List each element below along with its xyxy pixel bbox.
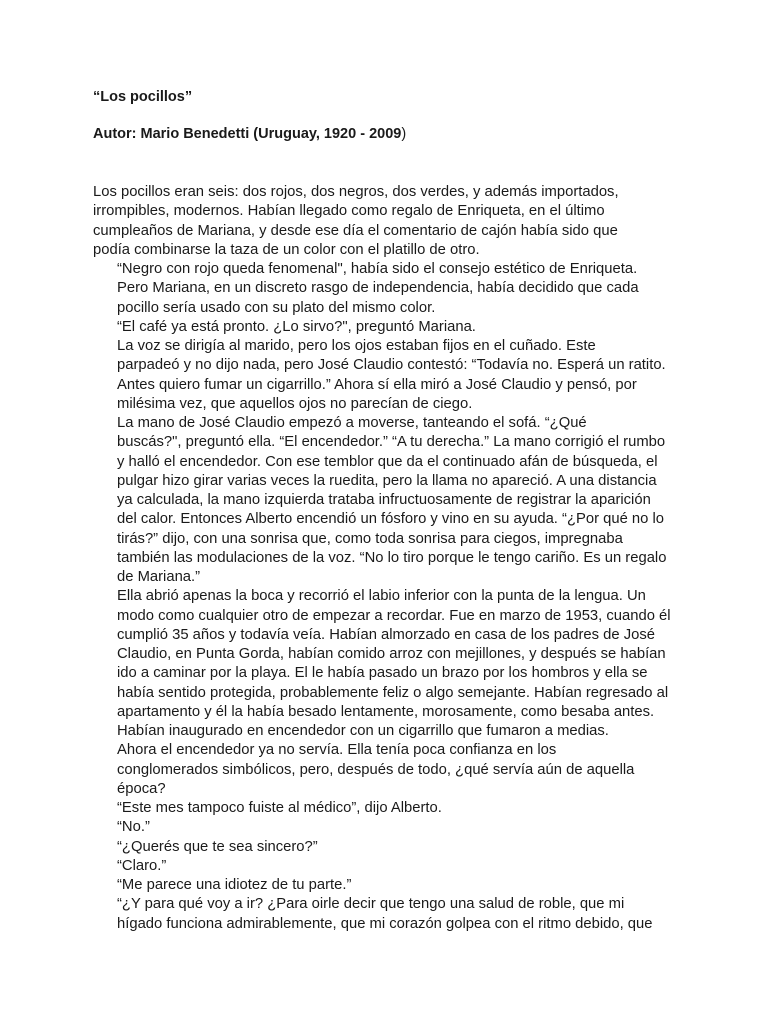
paragraph-line: pocillo sería usado con su plato del mismo color.	[117, 299, 436, 316]
paragraph-line: “¿Y para qué voy a ir? ¿Para oirle decir que tengo una salud de roble, que mi	[117, 896, 625, 913]
paragraph-line: La mano de José Claudio empezó a moverse, tanteando el sofá. “¿Qué	[117, 415, 587, 431]
paragraph-line: “Me parece una idiotez de tu parte.”	[117, 877, 352, 893]
paragraph	[93, 838, 683, 857]
paragraph	[93, 279, 683, 318]
paragraph-line: época?	[117, 780, 166, 797]
paragraph-line: ido a caminar por la playa. El le había pasado un brazo por los hombros y ella se	[117, 665, 648, 682]
paragraph	[93, 183, 683, 260]
paragraph-line: parpadeó y no dijo nada, pero José Claudio contestó: “Todavía no. Esperá un ratito.	[117, 357, 666, 374]
paragraph-line: conglomerados simbólicos, pero, después de todo, ¿qué servía aún de aquella	[117, 761, 635, 778]
paragraph-line: apartamento y él la había besado lentamente, morosamente, como besaba antes.	[117, 703, 655, 720]
paragraph-line: había sentido protegida, probablemente feliz o algo semejante. Habían regresado al	[117, 684, 669, 701]
paragraph-line: “No.”	[117, 819, 150, 836]
paragraph-line: también las modulaciones de la voz. “No lo tiro porque le tengo cariño. Es un regalo	[117, 549, 667, 566]
paragraph-line: irrompibles, modernos. Habían llegado como regalo de Enriqueta, en el último	[93, 203, 605, 220]
author-line	[93, 125, 683, 144]
paragraph-line: pulgar hizo girar varias veces la ruedita, pero la llama no apareció. A una distancia	[117, 472, 657, 489]
paragraph	[93, 799, 683, 818]
paragraph-line: Ahora el encendedor ya no servía. Ella tenía poca confianza en los	[117, 742, 557, 759]
paragraph-line: “¿Querés que te sea sincero?”	[117, 838, 318, 855]
paragraph-line: buscás?", preguntó ella. “El encendedor.” “A tu derecha.” La mano corrigió el rumbo	[117, 434, 666, 451]
paragraph	[93, 587, 683, 741]
paragraph	[93, 318, 683, 337]
paragraph-line: podía combinarse la taza de un color con el platillo de otro.	[93, 241, 480, 258]
paragraph-line: Habían inaugurado en encendedor con un cigarrillo que fumaron a medias.	[117, 723, 609, 739]
paragraph-line: “Claro.”	[117, 857, 167, 874]
paragraph	[93, 260, 683, 279]
paragraph-line: cumpleaños de Mariana, y desde ese día el comentario de cajón había sido que	[93, 222, 618, 239]
paragraph-line: “Este mes tampoco fuiste al médico”, dijo Alberto.	[117, 800, 442, 816]
paragraph-line: La voz se dirigía al marido, pero los ojos estaban fijos en el cuñado. Este	[117, 338, 596, 354]
paragraph	[93, 337, 683, 414]
paragraph-line: “El café ya está pronto. ¿Lo sirvo?", preguntó Mariana.	[117, 318, 476, 335]
paragraph	[93, 414, 683, 587]
paragraph-line: de Mariana.”	[117, 569, 201, 585]
paragraph	[93, 818, 683, 837]
author-closing-paren: )	[401, 126, 407, 142]
paragraph-line: “Negro con rojo queda fenomenal", había sido el consejo estético de Enriqueta.	[117, 261, 638, 277]
document-title: “Los pocillos”	[93, 89, 193, 105]
paragraph	[93, 857, 683, 876]
author-name: Autor: Mario Benedetti (Uruguay, 1920 - 2009	[93, 126, 402, 142]
paragraph-line: y halló el encendedor. Con ese temblor que da el continuado afán de búsqueda, el	[117, 453, 658, 470]
paragraph-line: Pero Mariana, en un discreto rasgo de independencia, había decidido que cada	[117, 280, 639, 297]
paragraph	[93, 876, 683, 895]
paragraph	[93, 741, 683, 799]
paragraph-line: hígado funciona admirablemente, que mi corazón golpea con el ritmo debido, que	[117, 915, 653, 932]
paragraph-line: del calor. Entonces Alberto encendió un fósforo y vino en su ayuda. “¿Por qué no lo	[117, 511, 665, 528]
paragraph-line: tirás?” dijo, con una sonrisa que, como toda sonrisa para ciegos, impregnaba	[117, 530, 623, 547]
story-body	[93, 183, 683, 934]
paragraph	[93, 895, 683, 934]
paragraph-line: milésima vez, que aquellos ojos no parecían de ciego.	[117, 395, 473, 412]
paragraph-line: Los pocillos eran seis: dos rojos, dos negros, dos verdes, y además importados,	[93, 184, 619, 200]
paragraph-line: modo como cualquier otro de empezar a recordar. Fue en marzo de 1953, cuando él	[117, 607, 671, 624]
document-page	[93, 88, 683, 934]
paragraph-line: cumplió 35 años y todavía veía. Habían almorzado en casa de los padres de José	[117, 626, 655, 643]
paragraph-line: Antes quiero fumar un cigarrillo.” Ahora sí ella miró a José Claudio y pensó, por	[117, 376, 637, 393]
paragraph-line: Ella abrió apenas la boca y recorrió el labio inferior con la punta de la lengua. Un	[117, 588, 646, 605]
paragraph-line: ya calculada, la mano izquierda trataba infructuosamente de registrar la aparición	[117, 492, 651, 508]
paragraph-line: Claudio, en Punta Gorda, habían comido arroz con mejillones, y después se habían	[117, 646, 666, 662]
